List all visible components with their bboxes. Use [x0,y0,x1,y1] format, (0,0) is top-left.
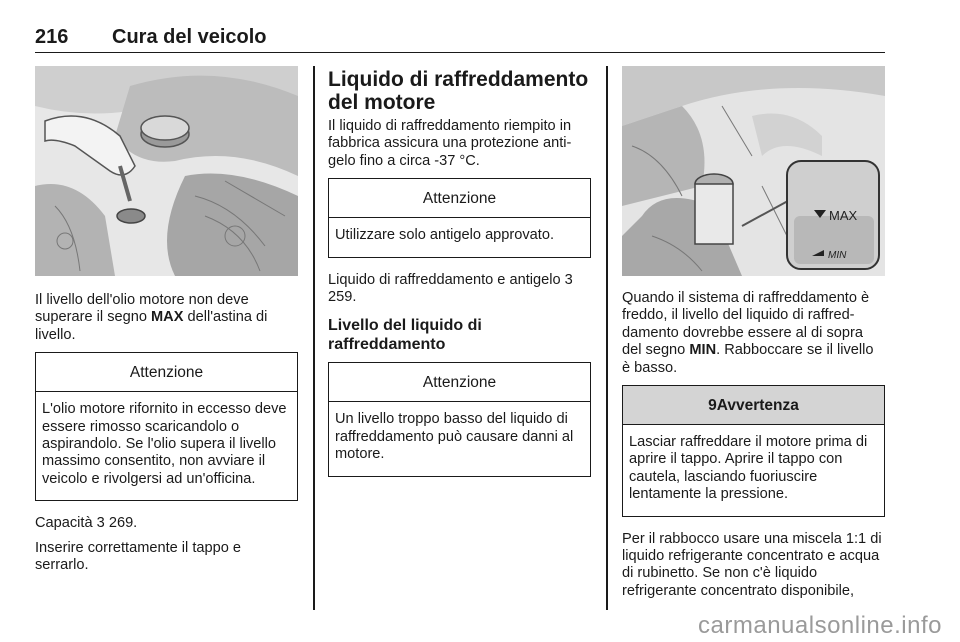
coolant-ref-paragraph: Liquido di raffreddamento e antigelo 3 259. [328,271,573,306]
caution-title: Attenzione [329,179,590,218]
column-3 [622,66,885,607]
page-number: 216 [35,26,69,48]
min-mark-label: MIN [828,250,847,261]
reference-arrow-icon: 3 [564,271,573,288]
column-2 [328,66,591,491]
column-1 [35,66,298,581]
caution-body: L'olio motore rifornito in eccesso deve essere rimosso scaricandolo o aspirandolo. Se l'olio supera il livello massimo consentito, non avviare il veicolo e rivolgersi ad un'officina. [42,401,287,487]
warning-title: 9Avvertenza [623,386,884,425]
coolant-reservoir-figure [622,66,885,276]
reference-arrow-icon: 3 [96,515,105,532]
chapter-title: Cura del veicolo [112,26,267,48]
subsection-title: Livello del liquido di raffreddamento [328,317,482,354]
low-level-caution-box [328,362,591,476]
cap-paragraph: Inserire correttamente il tappo e serrarlo. [35,539,242,574]
max-mark-label: MAX [829,208,858,223]
caution-title: Attenzione [36,353,297,392]
caution-title: Attenzione [329,363,590,402]
warning-body: Lasciar raffreddare il motore prima di aprire il tappo. Aprire il tappo con cautela, lasciando fuoriuscire lentamente la pressione. [629,434,868,503]
refill-paragraph: Per il rabbocco usare una miscela 1:1 di liquido refrigerante concentrato e acqua di rubinetto. Se non c'è liquido refrigerante concentrato disponibile, [622,530,882,599]
antifreeze-caution-box [328,178,591,257]
warning-box [622,385,885,517]
capacity-page-ref[interactable]: 269. [104,515,138,532]
engine-oil-figure [35,66,298,276]
coolant-page-ref[interactable]: 259. [328,289,357,306]
oil-caution-box [35,352,298,501]
page-header [35,26,885,53]
watermark: carmanualsonline.info [698,612,942,639]
coolant-intro-paragraph: Il liquido di raffreddamento riempito in fabbrica assicura una protezione anti- gelo fino a circa -37 °C. [328,118,572,169]
warning-triangle-icon: 9 [708,397,717,415]
section-title: Liquido di raffreddamento del motore [328,68,589,114]
capacity-paragraph: Capacità 3 269. [35,515,138,532]
column-divider [313,66,315,610]
coolant-level-paragraph: Quando il sistema di raffreddamento è freddo, il livello del liquido di raffred- damento dovrebbe essere al di sopra del segno MIN. Rabboccare se il livello è basso. [622,290,874,376]
column-divider [606,66,608,610]
caution-body: Un livello troppo basso del liquido di raffreddamento può causare danni al motore. [335,411,574,463]
caution-body: Utilizzare solo antigelo approvato. [335,227,555,244]
oil-level-paragraph: Il livello dell'olio motore non deve superare il segno MAX dell'astina di livello. [35,292,268,343]
